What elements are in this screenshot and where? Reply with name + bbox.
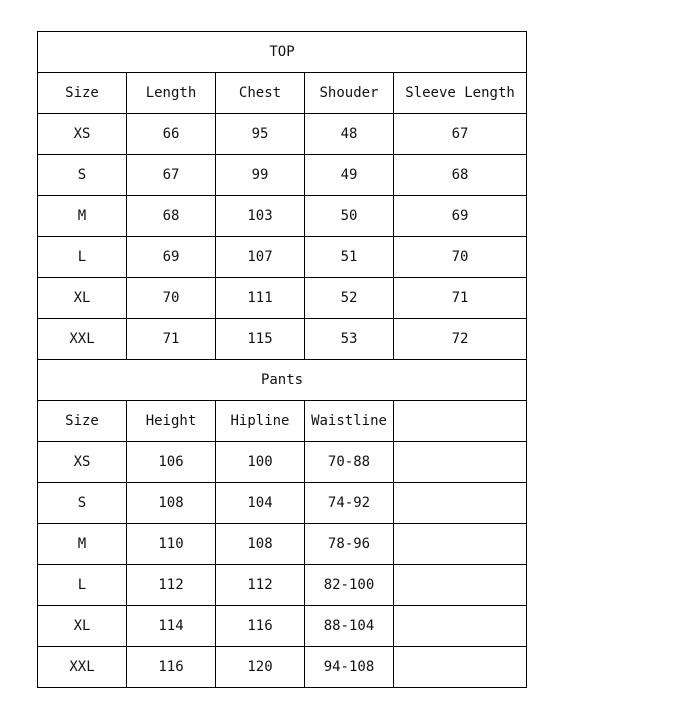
top-table-cell: 67 xyxy=(394,114,527,155)
top-table-row xyxy=(38,237,527,278)
pants-table-row xyxy=(38,606,527,647)
top-table-cell: 68 xyxy=(127,196,216,237)
pants-table-cell: S xyxy=(38,483,127,524)
pants-table-row xyxy=(38,483,527,524)
top-table-cell: 95 xyxy=(216,114,305,155)
pants-table-cell: XS xyxy=(38,442,127,483)
top-table-cell: 115 xyxy=(216,319,305,360)
pants-table-cell xyxy=(394,442,527,483)
pants-table-cell: 88-104 xyxy=(305,606,394,647)
top-header-cell: Length xyxy=(127,73,216,114)
top-header-cell: Chest xyxy=(216,73,305,114)
top-table-cell: 70 xyxy=(394,237,527,278)
pants-table-cell: 112 xyxy=(216,565,305,606)
pants-table-cell: 112 xyxy=(127,565,216,606)
top-table-cell: 52 xyxy=(305,278,394,319)
top-table-cell: M xyxy=(38,196,127,237)
top-table-cell: 107 xyxy=(216,237,305,278)
top-header-cell: Sleeve Length xyxy=(394,73,527,114)
pants-table-cell xyxy=(394,565,527,606)
pants-table-cell: 110 xyxy=(127,524,216,565)
pants-table-cell xyxy=(394,647,527,688)
top-header-cell: Size xyxy=(38,73,127,114)
top-table-cell: 69 xyxy=(394,196,527,237)
top-table-cell: 70 xyxy=(127,278,216,319)
size-chart-body xyxy=(38,32,527,688)
pants-section-title-row xyxy=(38,360,527,401)
pants-table-row xyxy=(38,442,527,483)
top-table-row xyxy=(38,319,527,360)
top-table-cell: 49 xyxy=(305,155,394,196)
top-table-cell: 66 xyxy=(127,114,216,155)
top-table-cell: 103 xyxy=(216,196,305,237)
pants-table-cell: 94-108 xyxy=(305,647,394,688)
top-table-cell: L xyxy=(38,237,127,278)
top-section-title: TOP xyxy=(38,32,527,73)
top-table-cell: 69 xyxy=(127,237,216,278)
pants-table-cell: M xyxy=(38,524,127,565)
pants-table-cell: XXL xyxy=(38,647,127,688)
top-table-cell: 99 xyxy=(216,155,305,196)
pants-table-cell: 116 xyxy=(127,647,216,688)
pants-table-cell: 104 xyxy=(216,483,305,524)
pants-table-cell: 100 xyxy=(216,442,305,483)
top-table-cell: XXL xyxy=(38,319,127,360)
top-header-cell: Shouder xyxy=(305,73,394,114)
pants-table-cell: 70-88 xyxy=(305,442,394,483)
pants-header-cell xyxy=(394,401,527,442)
top-table-cell: 53 xyxy=(305,319,394,360)
pants-table-cell: XL xyxy=(38,606,127,647)
pants-table-cell: L xyxy=(38,565,127,606)
pants-section-title: Pants xyxy=(38,360,527,401)
pants-table-cell: 74-92 xyxy=(305,483,394,524)
pants-table-row xyxy=(38,565,527,606)
pants-header-cell: Hipline xyxy=(216,401,305,442)
pants-table-row xyxy=(38,647,527,688)
top-table-cell: XL xyxy=(38,278,127,319)
top-table-cell: XS xyxy=(38,114,127,155)
top-table-cell: 111 xyxy=(216,278,305,319)
top-header-row xyxy=(38,73,527,114)
top-table-cell: S xyxy=(38,155,127,196)
top-table-cell: 50 xyxy=(305,196,394,237)
top-table-cell: 67 xyxy=(127,155,216,196)
pants-table-cell xyxy=(394,524,527,565)
top-table-cell: 71 xyxy=(127,319,216,360)
pants-table-cell: 116 xyxy=(216,606,305,647)
top-table-row xyxy=(38,155,527,196)
pants-header-cell: Height xyxy=(127,401,216,442)
top-table-cell: 48 xyxy=(305,114,394,155)
top-table-row xyxy=(38,278,527,319)
size-chart-table xyxy=(37,31,527,688)
pants-table-cell xyxy=(394,606,527,647)
pants-header-row xyxy=(38,401,527,442)
top-table-cell: 68 xyxy=(394,155,527,196)
pants-table-row xyxy=(38,524,527,565)
pants-table-cell: 78-96 xyxy=(305,524,394,565)
top-table-cell: 72 xyxy=(394,319,527,360)
pants-table-cell: 82-100 xyxy=(305,565,394,606)
pants-table-cell xyxy=(394,483,527,524)
pants-header-cell: Waistline xyxy=(305,401,394,442)
top-table-cell: 71 xyxy=(394,278,527,319)
pants-table-cell: 114 xyxy=(127,606,216,647)
top-table-cell: 51 xyxy=(305,237,394,278)
top-section-title-row xyxy=(38,32,527,73)
pants-table-cell: 120 xyxy=(216,647,305,688)
top-table-row xyxy=(38,114,527,155)
pants-table-cell: 108 xyxy=(127,483,216,524)
top-table-row xyxy=(38,196,527,237)
pants-table-cell: 106 xyxy=(127,442,216,483)
pants-header-cell: Size xyxy=(38,401,127,442)
pants-table-cell: 108 xyxy=(216,524,305,565)
